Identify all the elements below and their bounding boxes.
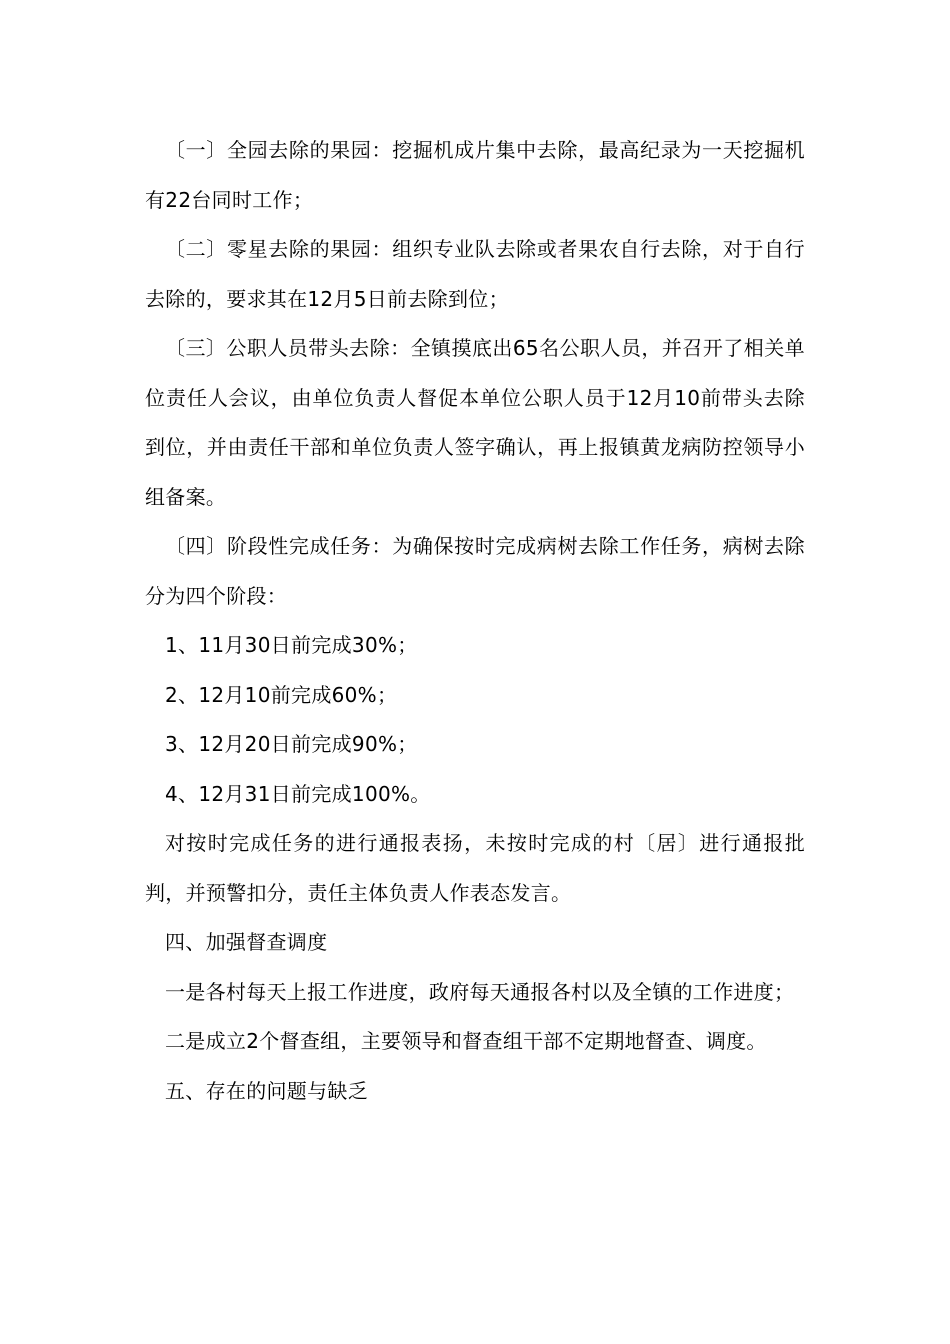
paragraph-supervision-2: 二是成立2个督查组，主要领导和督查组干部不定期地督查、调度。 xyxy=(165,1029,767,1053)
document-body xyxy=(145,126,805,1116)
paragraph-3: 〔三〕公职人员带头去除：全镇摸底出65名公职人员，并召开了相关单位责任人会议，由单位负责人督促本单位公职人员于12月10前带头去除到位，并由责任干部和单位负责人签字确认，再上报镇黄龙病防控领导小组备案。 xyxy=(145,336,805,509)
stage-item-1: 1、11月30日前完成30%； xyxy=(165,633,418,657)
paragraph-4: 〔四〕阶段性完成任务：为确保按时完成病树去除工作任务，病树去除分为四个阶段： xyxy=(145,534,805,608)
stage-item-3: 3、12月20日前完成90%； xyxy=(165,732,418,756)
paragraph-supervision-1: 一是各村每天上报工作进度，政府每天通报各村以及全镇的工作进度； xyxy=(165,979,795,1004)
paragraph-1: 〔一〕全园去除的果园：挖掘机成片集中去除，最高纪录为一天挖掘机有22台同时工作； xyxy=(145,138,805,212)
section-heading-4: 四、加强督查调度 xyxy=(165,930,328,954)
section-heading-5: 五、存在的问题与缺乏 xyxy=(165,1078,368,1103)
stage-item-4: 4、12月31日前完成100%。 xyxy=(165,781,431,806)
paragraph-2: 〔二〕零星去除的果园：组织专业队去除或者果农自行去除，对于自行去除的，要求其在12月5日前去除到位； xyxy=(145,237,805,311)
stage-item-2: 2、12月10前完成60%； xyxy=(165,682,398,707)
paragraph-notice: 对按时完成任务的进行通报表扬，未按时完成的村〔居〕进行通报批判，并预警扣分，责任主体负责人作表态发言。 xyxy=(145,831,805,905)
